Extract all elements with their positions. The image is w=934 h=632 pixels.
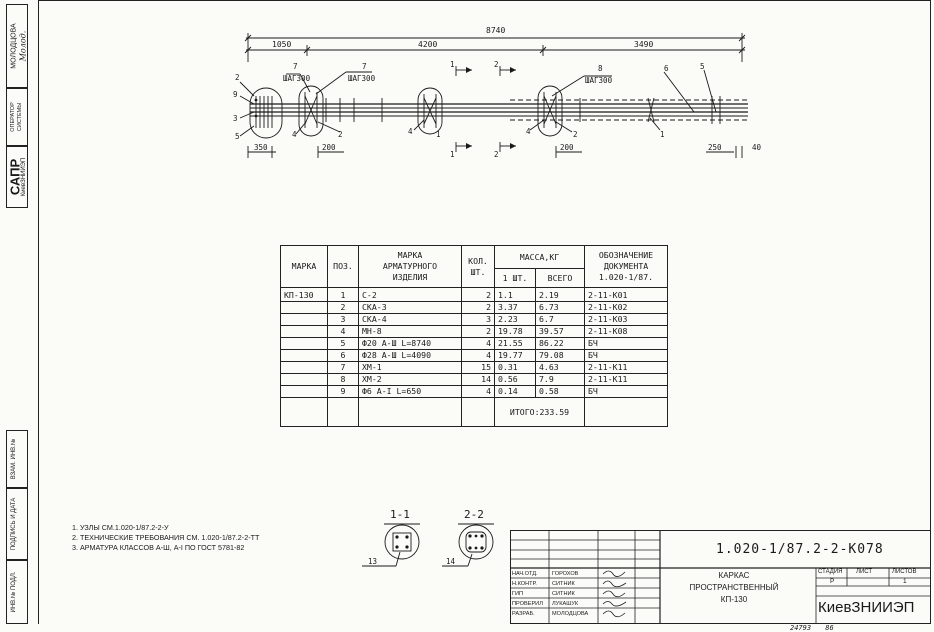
header-doc <box>585 246 668 288</box>
cell-qty: 15 <box>462 362 495 374</box>
cell-mass-one: 1.1 <box>495 288 536 302</box>
table-row <box>281 326 668 338</box>
cell-mark <box>281 326 328 338</box>
pos-label: 1 <box>436 130 441 139</box>
signatures <box>600 568 634 624</box>
pos-label: 7 <box>362 62 367 71</box>
sapr-label: САПР <box>7 158 23 196</box>
cell-mark <box>281 374 328 386</box>
organization-name: КиевЗНИИЭП <box>818 599 915 616</box>
dim-200a: 200 <box>322 143 336 152</box>
step-label-c: ШАГ300 <box>585 76 613 85</box>
dim-mid: 4200 <box>418 40 438 49</box>
sheet-label: ЛИСТ <box>856 569 873 575</box>
dim-250: 250 <box>708 143 722 152</box>
footer-page: 86 <box>825 624 834 632</box>
header-mass-all: ВСЕГО <box>536 269 585 288</box>
role-person: МОЛОДЦОВА <box>552 611 589 617</box>
cell-mass-all: 6.7 <box>536 314 585 326</box>
cell-item: Ф20 А-Ш L=8740 <box>359 338 462 350</box>
notes-block <box>72 523 259 553</box>
cell-mass-all: 86.22 <box>536 338 585 350</box>
header-doc-line: 1.020-1/87. <box>598 272 654 282</box>
operator-label: ОПЕРАТОР СИСТЕМЫ <box>10 102 23 132</box>
pos-label: 6 <box>664 64 669 73</box>
cell-item: МН-8 <box>359 326 462 338</box>
cell-mark <box>281 302 328 314</box>
document-name-line: КАРКАС <box>718 571 750 580</box>
header-mass-one: 1 ШТ. <box>495 269 536 288</box>
total-mass: ИТОГО:233.59 <box>495 398 585 427</box>
cell-doc: 2-11-К11 <box>585 362 668 374</box>
cell-pos: 3 <box>328 314 359 326</box>
cell-pos: 2 <box>328 302 359 314</box>
vz-inv-label: ВЗАМ. ИНВ.№ <box>11 438 17 480</box>
cell-mass-one: 21.55 <box>495 338 536 350</box>
cell-qty: 2 <box>462 326 495 338</box>
header-qty-line: ШТ. <box>470 266 486 277</box>
dim-40: 40 <box>752 143 762 152</box>
cell-pos: 5 <box>328 338 359 350</box>
cut-1-bottom: 1 <box>450 150 455 159</box>
dim-right: 3490 <box>634 40 654 49</box>
cell-qty: 3 <box>462 314 495 326</box>
developer-surname: МОЛОДЦОВА <box>10 23 18 69</box>
section-2-label: 2-2 <box>464 508 484 521</box>
header-item-mark-line: ИЗДЕЛИЯ <box>392 272 428 282</box>
cut-1-top: 1 <box>450 60 455 69</box>
cell-mass-all: 0.58 <box>536 386 585 398</box>
pos-label: 5 <box>700 62 705 71</box>
cell-pos: 6 <box>328 350 359 362</box>
cell-mass-one: 3.37 <box>495 302 536 314</box>
names-column <box>552 569 588 619</box>
sign-date-label: ПОДПИСЬ И ДАТА <box>11 497 17 551</box>
section-1-pos: 13 <box>368 557 378 566</box>
role-person: ЛУКАШУК <box>552 601 579 607</box>
roles-column <box>512 569 543 619</box>
cell-mass-one: 19.78 <box>495 326 536 338</box>
table-row <box>281 362 668 374</box>
header-mass: МАССА,КГ <box>495 246 585 269</box>
table-row <box>281 386 668 398</box>
dim-200b: 200 <box>560 143 574 152</box>
cell-mass-all: 4.63 <box>536 362 585 374</box>
header-item-mark <box>359 246 462 288</box>
section-1-label: 1-1 <box>390 508 410 521</box>
table-row <box>281 374 668 386</box>
cell-item: СКА-4 <box>359 314 462 326</box>
dim-total: 8740 <box>486 26 506 35</box>
cell-qty: 4 <box>462 386 495 398</box>
cell-mass-all: 7.9 <box>536 374 585 386</box>
step-label-b: ШАГ300 <box>348 74 376 83</box>
cell-mass-one: 2.23 <box>495 314 536 326</box>
cell-pos: 8 <box>328 374 359 386</box>
document-name <box>664 570 804 606</box>
dim-350: 350 <box>254 143 268 152</box>
pos-label: 2 <box>338 130 343 139</box>
inv-orig-label: ИНВ.№ ПОДЛ. <box>11 571 17 613</box>
role-person: СИТНИК <box>552 591 575 597</box>
table-row <box>281 302 668 314</box>
cell-mark <box>281 350 328 362</box>
header-pos: ПОЗ. <box>328 246 359 288</box>
footer-num: 24793 <box>790 624 812 632</box>
cell-pos: 7 <box>328 362 359 374</box>
pos-label: 9 <box>233 90 238 99</box>
cell-qty: 4 <box>462 350 495 362</box>
header-doc-line: ОБОЗНАЧЕНИЕ <box>598 250 654 260</box>
header-mark: МАРКА <box>281 246 328 288</box>
cell-mass-one: 0.56 <box>495 374 536 386</box>
pos-label: 5 <box>235 132 240 141</box>
cell-mass-one: 0.14 <box>495 386 536 398</box>
header-doc-line: ДОКУМЕНТА <box>603 261 649 271</box>
pos-label: 4 <box>526 127 531 136</box>
document-name-line: КП-130 <box>720 595 748 604</box>
cell-doc: 2-11-К02 <box>585 302 668 314</box>
role-label: ГИП <box>512 591 524 597</box>
cell-doc: БЧ <box>585 386 668 398</box>
cell-doc: 2-11-К01 <box>585 288 668 302</box>
cell-mark <box>281 386 328 398</box>
pos-label: 7 <box>293 62 298 71</box>
note-line: 2. ТЕХНИЧЕСКИЕ ТРЕБОВАНИЯ СМ. 1.020-1/87.2-2-ТТ <box>72 533 260 542</box>
org-label: КиевЗНИИЭП <box>21 157 27 197</box>
note-line: 3. АРМАТУРА КЛАССОВ А-Ш, А-I ПО ГОСТ 5781-82 <box>72 543 245 552</box>
cell-mass-all: 39.57 <box>536 326 585 338</box>
sheets-value: 1 <box>903 578 907 585</box>
header-item-mark-line: МАРКА <box>397 250 423 260</box>
cell-item: Ф28 А-Ш L=4090 <box>359 350 462 362</box>
pos-label: 8 <box>598 64 603 73</box>
stage-label: СТАДИЯ <box>818 569 843 575</box>
dim-left: 1050 <box>272 40 292 49</box>
cell-item: СКА-3 <box>359 302 462 314</box>
specification-table <box>280 245 668 427</box>
table-row <box>281 338 668 350</box>
cell-doc: БЧ <box>585 350 668 362</box>
role-person: СИТНИК <box>552 581 575 587</box>
sheets-label: ЛИСТОВ <box>892 569 917 575</box>
note-line: 1. УЗЛЫ СМ.1.020-1/87.2-2-У <box>72 523 169 532</box>
cut-2-top: 2 <box>494 60 499 69</box>
cell-mass-one: 19.77 <box>495 350 536 362</box>
cell-mark: КП-130 <box>281 288 328 302</box>
pos-label: 3 <box>233 114 238 123</box>
header-item-mark-line: АРМАТУРНОГО <box>382 261 438 271</box>
cell-qty: 14 <box>462 374 495 386</box>
cell-qty: 2 <box>462 302 495 314</box>
cell-mark <box>281 314 328 326</box>
role-label: НАЧ.ОТД. <box>512 571 538 577</box>
document-code: 1.020-1/87.2-2-К078 <box>716 542 884 557</box>
cell-mass-all: 6.73 <box>536 302 585 314</box>
document-name-line: ПРОСТРАНСТВЕННЫЙ <box>689 583 779 592</box>
table-row <box>281 314 668 326</box>
cell-doc: 2-11-К08 <box>585 326 668 338</box>
cell-doc: 2-11-К11 <box>585 374 668 386</box>
cell-item: ХМ-2 <box>359 374 462 386</box>
cell-item: Ф6 А-I L=650 <box>359 386 462 398</box>
table-row <box>281 350 668 362</box>
cell-qty: 2 <box>462 288 495 302</box>
stage-value: Р <box>830 578 835 585</box>
developer-signature: Молод. <box>18 30 28 62</box>
cell-mark <box>281 362 328 374</box>
cell-pos: 9 <box>328 386 359 398</box>
cell-item: С-2 <box>359 288 462 302</box>
cell-doc: 2-11-К03 <box>585 314 668 326</box>
cell-mass-all: 2.19 <box>536 288 585 302</box>
role-person: ГОРОХОВ <box>552 571 579 577</box>
cell-qty: 4 <box>462 338 495 350</box>
role-label: Н.КОНТР. <box>512 581 537 587</box>
cell-mark <box>281 338 328 350</box>
pos-label: 2 <box>235 73 240 82</box>
header-qty-line: КОЛ. <box>468 255 488 266</box>
pos-label: 4 <box>292 130 297 139</box>
pos-label: 2 <box>573 130 578 139</box>
section-2-pos: 14 <box>446 557 456 566</box>
cell-doc: БЧ <box>585 338 668 350</box>
pos-label: 4 <box>408 127 413 136</box>
role-label: ПРОВЕРИЛ <box>512 601 543 607</box>
cell-mass-all: 79.08 <box>536 350 585 362</box>
cell-mass-one: 0.31 <box>495 362 536 374</box>
footer-number <box>790 624 834 632</box>
table-row <box>281 288 668 302</box>
cell-item: ХМ-1 <box>359 362 462 374</box>
cut-2-bottom: 2 <box>494 150 499 159</box>
cell-pos: 4 <box>328 326 359 338</box>
pos-label: 1 <box>660 130 665 139</box>
header-qty <box>462 246 495 288</box>
cell-pos: 1 <box>328 288 359 302</box>
step-label-a: ШАГ300 <box>283 74 311 83</box>
role-label: РАЗРАБ. <box>512 611 535 617</box>
